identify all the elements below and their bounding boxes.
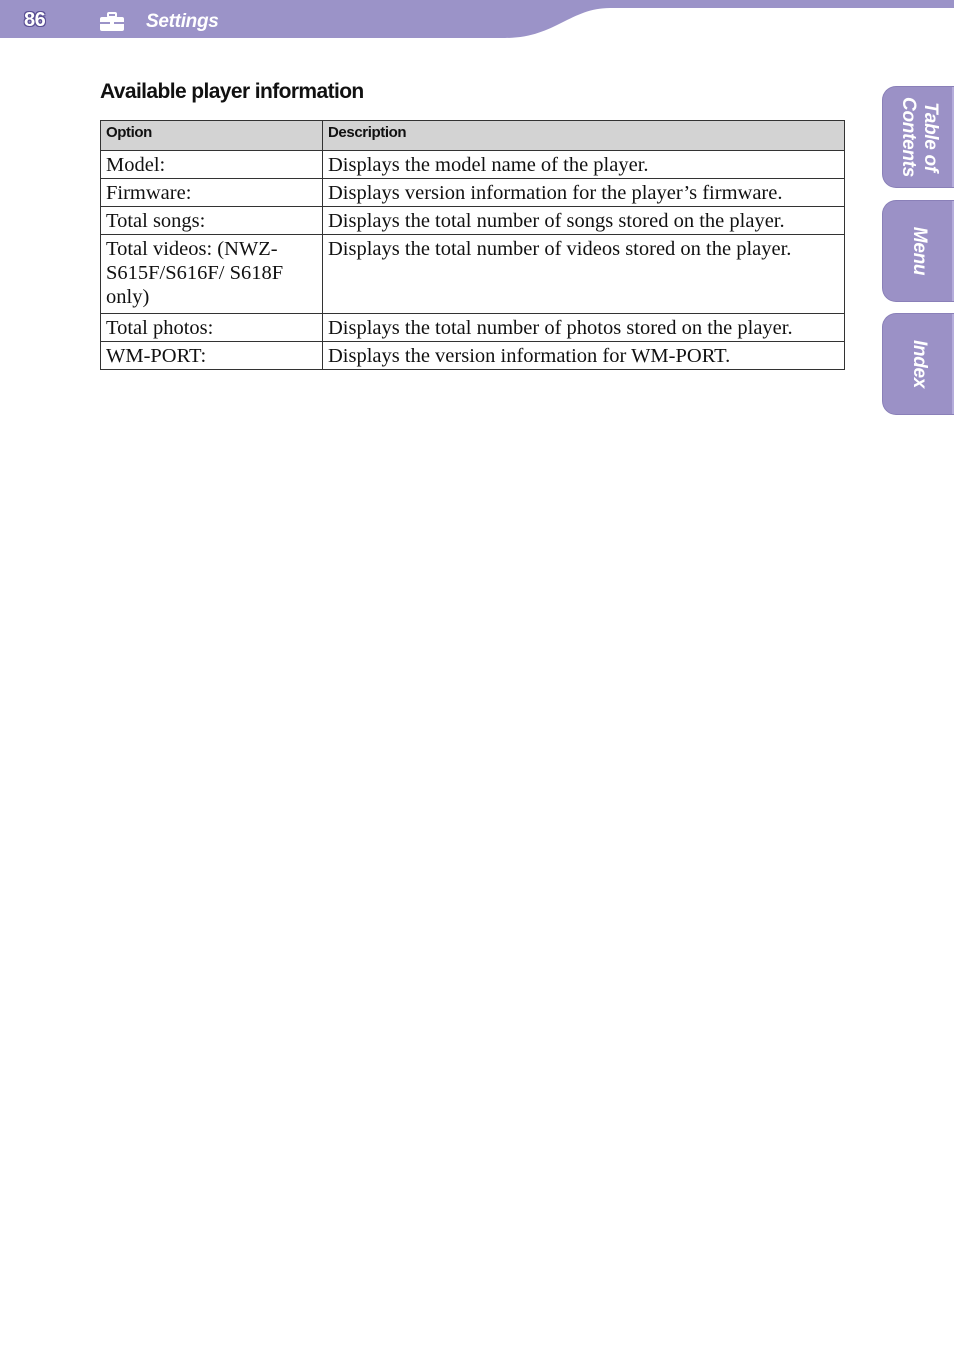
table-row bbox=[101, 314, 845, 342]
table-row bbox=[101, 207, 845, 235]
tab-menu[interactable] bbox=[882, 200, 954, 302]
option-cell: Firmware: bbox=[101, 179, 323, 207]
tab-table-of-contents-label: Table of Contents bbox=[897, 97, 941, 177]
option-cell: WM-PORT: bbox=[101, 342, 323, 370]
option-cell: Model: bbox=[101, 151, 323, 179]
table-header-row bbox=[101, 121, 845, 151]
column-header-option: Option bbox=[101, 121, 323, 151]
description-cell: Displays the total number of videos stored on the player. bbox=[323, 235, 845, 314]
tab-table-of-contents[interactable] bbox=[882, 86, 954, 188]
table-row bbox=[101, 342, 845, 370]
option-cell: Total songs: bbox=[101, 207, 323, 235]
page-title: Available player information bbox=[100, 80, 364, 103]
tab-index-label: Index bbox=[908, 339, 930, 389]
table-row bbox=[101, 235, 845, 314]
description-cell: Displays the version information for WM-PORT. bbox=[323, 342, 845, 370]
option-cell: Total photos: bbox=[101, 314, 323, 342]
toolbox-icon bbox=[99, 12, 125, 32]
table-row bbox=[101, 151, 845, 179]
description-cell: Displays version information for the player’s firmware. bbox=[323, 179, 845, 207]
page-number: 86 bbox=[24, 9, 46, 31]
player-info-table bbox=[100, 120, 845, 370]
description-cell: Displays the model name of the player. bbox=[323, 151, 845, 179]
option-cell: Total videos: (NWZ-S615F/S616F/ S618F only) bbox=[101, 235, 323, 314]
description-cell: Displays the total number of songs stored on the player. bbox=[323, 207, 845, 235]
table-row bbox=[101, 179, 845, 207]
header-band bbox=[0, 0, 954, 40]
column-header-description: Description bbox=[323, 121, 845, 151]
description-cell: Displays the total number of photos stored on the player. bbox=[323, 314, 845, 342]
tab-index[interactable] bbox=[882, 313, 954, 415]
tab-menu-label: Menu bbox=[908, 226, 930, 276]
section-label[interactable]: Settings bbox=[146, 11, 219, 32]
